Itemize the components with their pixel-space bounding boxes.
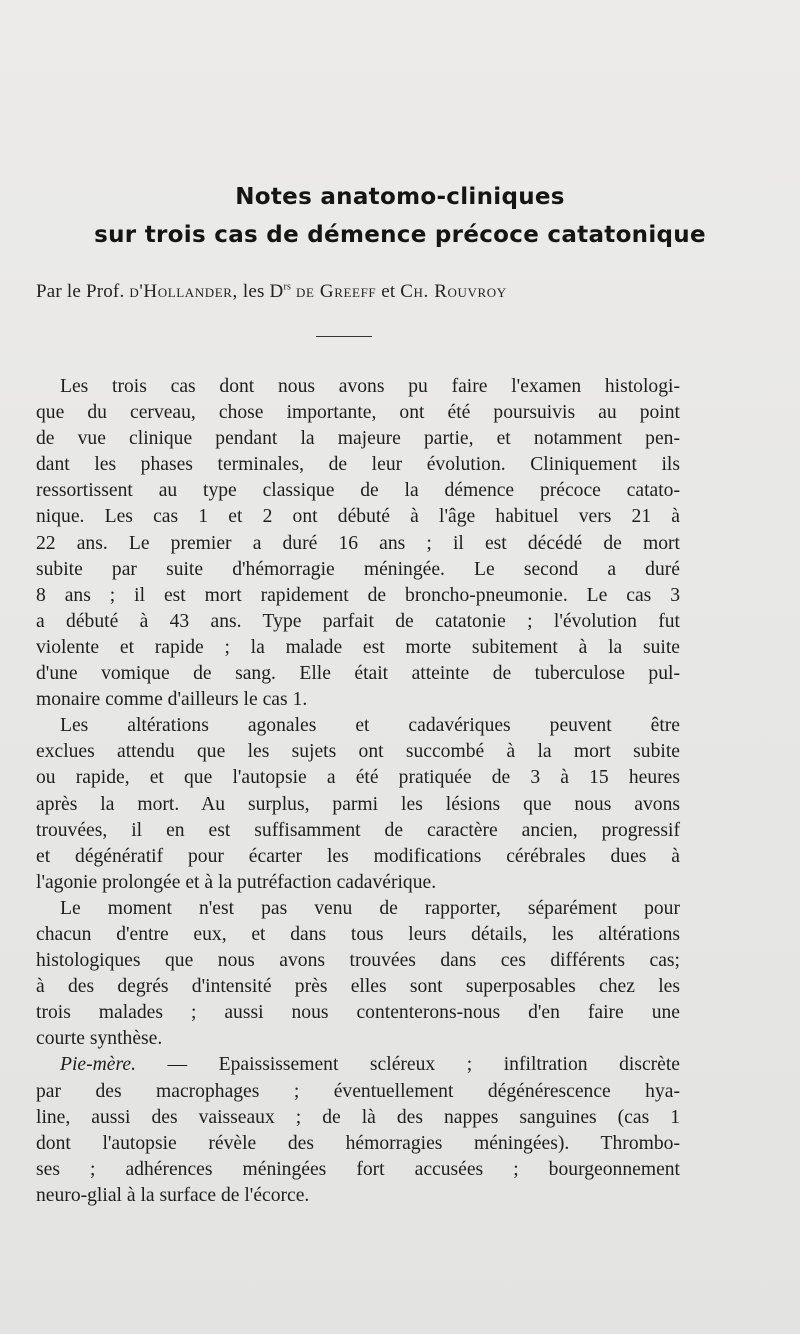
byline-and: et — [381, 281, 396, 302]
text-line: Les trois cas dont nous avons pu faire l'examen histologi- — [60, 376, 680, 397]
text-line: subite par suite d'hémorragie méningée. Le second a duré — [36, 558, 680, 580]
text-line: courte synthèse. — [36, 1028, 163, 1050]
text-line: ressortissent au type classique de la démence précoce catato- — [36, 480, 680, 502]
text-line: ou rapide, et que l'autopsie a été pratiquée de 3 à 15 heures — [36, 767, 680, 789]
text-line: l'agonie prolongée et à la putréfaction cadavérique. — [36, 871, 437, 893]
text-line: trois malades ; aussi nous contenterons-nous d'en faire une — [36, 1002, 680, 1024]
byline-mid: les D — [242, 281, 284, 302]
text-line: 22 ans. Le premier a duré 16 ans ; il est décédé de mort — [36, 532, 680, 554]
paragraph — [36, 896, 680, 1053]
paragraph — [36, 713, 680, 896]
byline-author-1: d'Hollander, — [129, 281, 238, 302]
text-line: après la mort. Au surplus, parmi les lésions que nous avons — [36, 793, 680, 815]
title-line-2: sur trois cas de démence précoce catatonique — [94, 222, 706, 248]
text-line: neuro-glial à la surface de l'écorce. — [36, 1184, 310, 1206]
text-line: Les altérations agonales et cadavériques peuvent être — [60, 715, 680, 737]
text-line: monaire comme d'ailleurs le cas 1. — [36, 689, 308, 711]
text-line: par des macrophages ; éventuellement dégénérescence hya- — [36, 1080, 680, 1102]
text-line: Le moment n'est pas venu de rapporter, séparément pour — [60, 897, 680, 919]
text-line: que du cerveau, chose importante, ont été poursuivis au point — [36, 402, 680, 424]
text-line: line, aussi des vaisseaux ; de là des nappes sanguines (cas 1 — [36, 1106, 680, 1128]
text-line: dant les phases terminales, de leur évolution. Cliniquement ils — [36, 454, 680, 476]
text-line: à des degrés d'intensité près elles sont superposables chez les — [36, 976, 680, 998]
byline-author-3: Ch. Rouvroy — [400, 281, 507, 302]
byline-sup: rs — [283, 281, 292, 293]
text-line-rest: — Epaississement scléreux ; infiltration discrète — [135, 1054, 680, 1076]
text-line: dont l'autopsie révèle des hémorragies méningées). Thrombo- — [36, 1132, 680, 1154]
text-line — [36, 1052, 680, 1078]
text-line: nique. Les cas 1 et 2 ont débuté à l'âge habituel vers 21 à — [36, 506, 680, 528]
text-line: histologiques que nous avons trouvées dans ces différents cas; — [36, 950, 680, 972]
text-line: ses ; adhérences méningées fort accusées ; bourgeonnement — [36, 1158, 680, 1180]
text-line: a débuté à 43 ans. Type parfait de catatonie ; l'évolution fut — [36, 610, 680, 632]
text-line: chacun d'entre eux, et dans tous leurs détails, les altérations — [36, 923, 680, 945]
title-line-1: Notes anatomo-cliniques — [235, 184, 565, 210]
byline-author-2: de Greeff — [296, 281, 377, 302]
text-line: exclues attendu que les sujets ont succombé à la mort subite — [36, 741, 680, 763]
paragraph — [36, 374, 680, 713]
text-line: d'une vomique de sang. Elle était atteinte de tuberculose pul- — [36, 663, 680, 685]
text-line: trouvées, il en est suffisamment de caractère ancien, progressif — [36, 819, 680, 841]
text-line: 8 ans ; il est mort rapidement de broncho-pneumonie. Le cas 3 — [36, 584, 680, 606]
byline — [36, 281, 686, 303]
paragraph — [36, 1052, 680, 1209]
section-heading: Pie-mère. — [60, 1054, 136, 1076]
text-line: de vue clinique pendant la majeure partie, et notamment pen- — [36, 428, 680, 450]
text-line: et dégénératif pour écarter les modifications cérébrales dues à — [36, 845, 680, 867]
article-body — [36, 374, 680, 1209]
byline-prefix: Par le Prof. — [36, 281, 125, 302]
separator-rule — [316, 336, 372, 337]
text-line: violente et rapide ; la malade est morte subitement à la suite — [36, 636, 680, 658]
